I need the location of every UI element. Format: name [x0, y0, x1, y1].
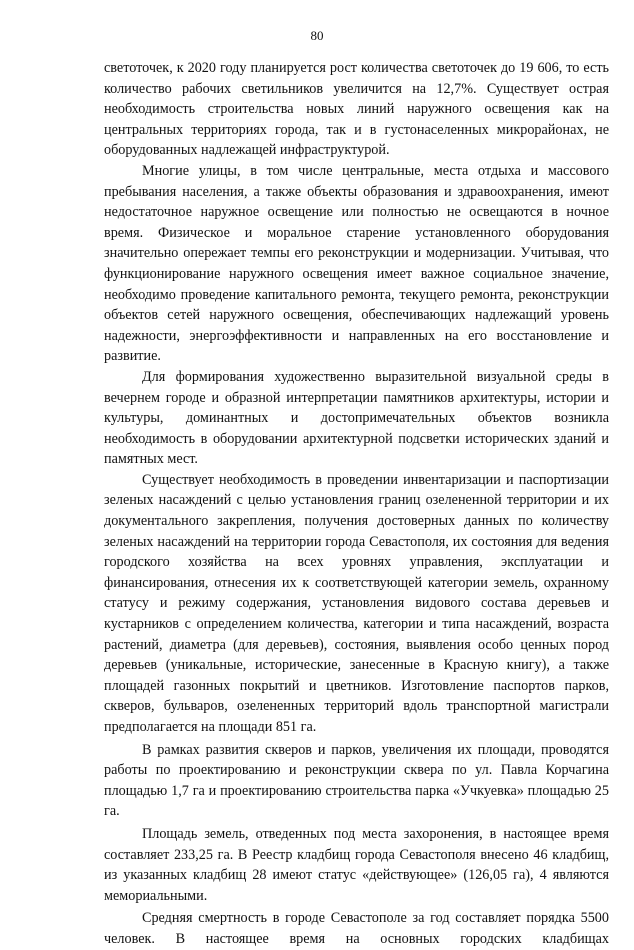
- paragraph-5: В рамках развития скверов и парков, увеличения их площади, проводятся работы по проектированию и реконструкции сквера по ул. Павла Корчагина площадью 1,7 га и проектированию строительства парка «Учкуевка» площадью 25 га.: [104, 741, 609, 820]
- paragraph-7: Средняя смертность в городе Севастополе за год составляет порядка 5500 человек. В настоящее время на основных городских кладбищах: [104, 910, 609, 947]
- paragraph-1: светоточек, к 2020 году планируется рост количества светоточек до 19 606, то есть количество рабочих светильников увеличится на 12,7%. Существует острая необходимость строительства новых линий наружного освещения как на центральных территориях города, так и в густонаселенных микрорайонах, не оборудованных надлежащей инфраструктурой.: [104, 60, 609, 159]
- paragraph-4: Существует необходимость в проведении инвентаризации и паспортизации зеленых насаждений с целью установления границ озелененной территории и их документального закрепления, получения достоверных данных по количеству зеленых насаждений на территории города Севастополя, их состояния для ведения городского хозяйства на всех уровнях управления, эксплуатации и финансирования, отнесения их к соответствующей категории земель, охранному статусу и режиму содержания, установления видового состава деревьев и кустарников с определением количества, категории и типа насаждений, возраста растений, диаметра (для деревьев), состояния, выявления особо ценных пород деревьев (уникальные, исторические, занесенные в Красную книгу), а также площадей газонных покрытий и цветников. Изготовление паспортов парков, скверов, бульваров, озелененных территорий вдоль транспортной магистрали предполагается на площади 851 га.: [104, 471, 609, 735]
- document-body: [104, 58, 609, 950]
- paragraph-6: Площадь земель, отведенных под места захоронения, в настоящее время составляет 233,25 га. В Реестр кладбищ города Севастополя внесено 46 кладбищ, из указанных кладбищ 28 имеют статус «действующее» (126,05 га), 4 являются мемориальными.: [104, 825, 609, 904]
- page-number: 80: [310, 28, 324, 43]
- paragraph-2: Многие улицы, в том числе центральные, места отдыха и массового пребывания населения, а также объекты образования и здравоохранения, имеют недостаточное наружное освещение или полностью не освещаются в ночное время. Физическое и моральное старение установленного оборудования значительно опережает темпы его реконструкции и модернизации. Учитывая, что функционирование наружного освещения имеет важное социальное значение, необходимо проведение капитального ремонта, текущего ремонта, реконструкции объектов сетей наружного освещения, обеспечивающих надлежащий уровень надежности, энергоэффективности и направленных на его восстановление и развитие.: [104, 162, 609, 365]
- paragraph-3: Для формирования художественно выразительной визуальной среды в вечернем городе и образной интерпретации памятников архитектуры, истории и культуры, доминантных и достопримечательных объектов возникла необходимость в оборудовании архитектурной подсветки исторических зданий и памятных мест.: [104, 368, 609, 468]
